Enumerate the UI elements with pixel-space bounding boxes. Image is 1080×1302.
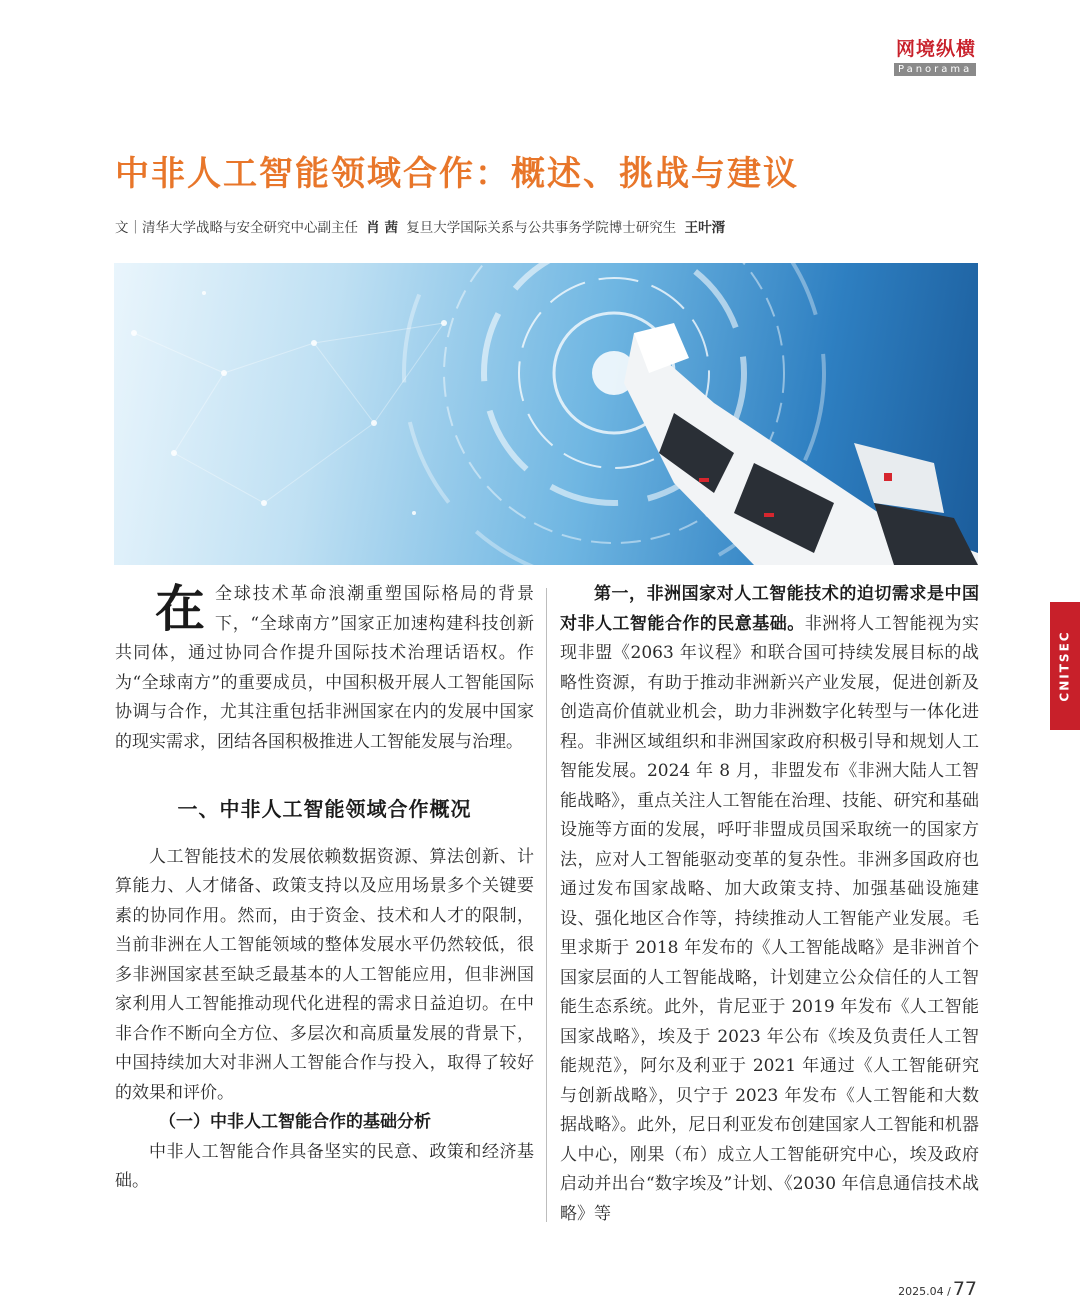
subsection-heading: （一）中非人工智能合作的基础分析 [159, 1112, 431, 1132]
byline-prefix: 文｜清华大学战略与安全研究中心副主任 [115, 220, 358, 236]
body-paragraph: 人工智能技术的发展依赖数据资源、算法创新、计算能力、人才储备、政策支持以及应用场景多个关键要素的协同作用。然而，由于资金、技术和人才的限制，当前非洲在人工智能领域的整体发展水平仍然较低，很多非洲国家甚至缺乏最基本的人工智能应用，但非洲国家利用人工智能推动现代化进程的需求日益迫切。在中非合作不断向全方位、多层次和高质量发展的背景下，中国持续加大对非洲人工智能合作与投入，取得了较好的效果和评价。 [115, 846, 534, 1103]
intro-paragraph [115, 580, 534, 757]
column-divider [546, 588, 547, 1222]
side-tab [1050, 602, 1080, 730]
column-right [560, 580, 979, 1229]
article-title: 中非人工智能领域合作：概述、挑战与建议 [115, 154, 799, 194]
section-name: 网境纵横 [895, 38, 976, 60]
robot-hand-illustration [114, 263, 978, 565]
author-name: 王叶湑 [684, 220, 726, 236]
issue-number: 2025.04 / [898, 1285, 951, 1298]
paragraph-lead: 第一，非洲国家对人工智能技术的迫切需求是中国对非人工智能合作的民意基础。 [560, 584, 979, 634]
body-paragraph: 中非人工智能合作具备坚实的民意、政策和经济基础。 [115, 1141, 534, 1191]
page-number: 77 [952, 1278, 977, 1300]
section-heading: 一、中非人工智能领域合作概况 [177, 797, 472, 821]
author-name: 肖 茜 [366, 220, 398, 236]
drop-cap: 在 [155, 580, 205, 638]
section-name-en: Panorama [894, 63, 976, 76]
page-footer [898, 1278, 977, 1300]
author-affiliation: 复旦大学国际关系与公共事务学院博士研究生 [406, 220, 677, 236]
hero-image [114, 263, 978, 565]
column-left [115, 580, 534, 1197]
side-tab-label: CNITSEC [1058, 630, 1072, 702]
paragraph-body: 非洲将人工智能视为实现非盟《2063 年议程》和联合国可持续发展目标的战略性资源，有助于推动非洲新兴产业发展，促进创新及创造高价值就业机会，助力非洲数字化转型与一体化进程。非洲区域组织和非洲国家政府积极引导和规划人工智能发展。2024 年 8 月，非盟发布《非洲大陆人工智能战略》，重点关注人工智能在治理、技能、研究和基础设施等方面的发展，呼吁非盟成员国采取统一的国家方法，应对人工智能驱动变革的复杂性。非洲多国政府也通过发布国家战略、加大政策支持、加强基础设施建设、强化地区合作等，持续推动人工智能产业发展。毛里求斯于 2018 年发布的《人工智能战略》是非洲首个国家层面的人工智能战略，计划建立公众信任的人工智能生态系统。此外，肯尼亚于 2019 年发布《人工智能国家战略》，埃及于 2023 年公布《埃及负责任人工智能规范》，阿尔及利亚于 2021 年通过《人工智能研究与创新战略》，贝宁于 2023 年发布《人工智能和大数据战略》。此外，尼日利亚发布创建国家人工智能和机器人中心，刚果（布）成立人工智能研究中心，埃及政府启动并出台“数字埃及”计划、《2030 年信息通信技术战略》等 [560, 613, 980, 1224]
intro-text: 全球技术革命浪潮重塑国际格局的背景下，“全球南方”国家正加速构建科技创新共同体，通过协同合作提升国际技术治理话语权。作为“全球南方”的重要成员，中国积极开展人工智能国际协调与合作，尤其注重包括非洲国家在内的发展中国家的现实需求，团结各国积极推进人工智能发展与治理。 [115, 584, 534, 752]
section-header [894, 34, 976, 76]
byline [115, 216, 729, 236]
body-paragraph [560, 580, 979, 1229]
